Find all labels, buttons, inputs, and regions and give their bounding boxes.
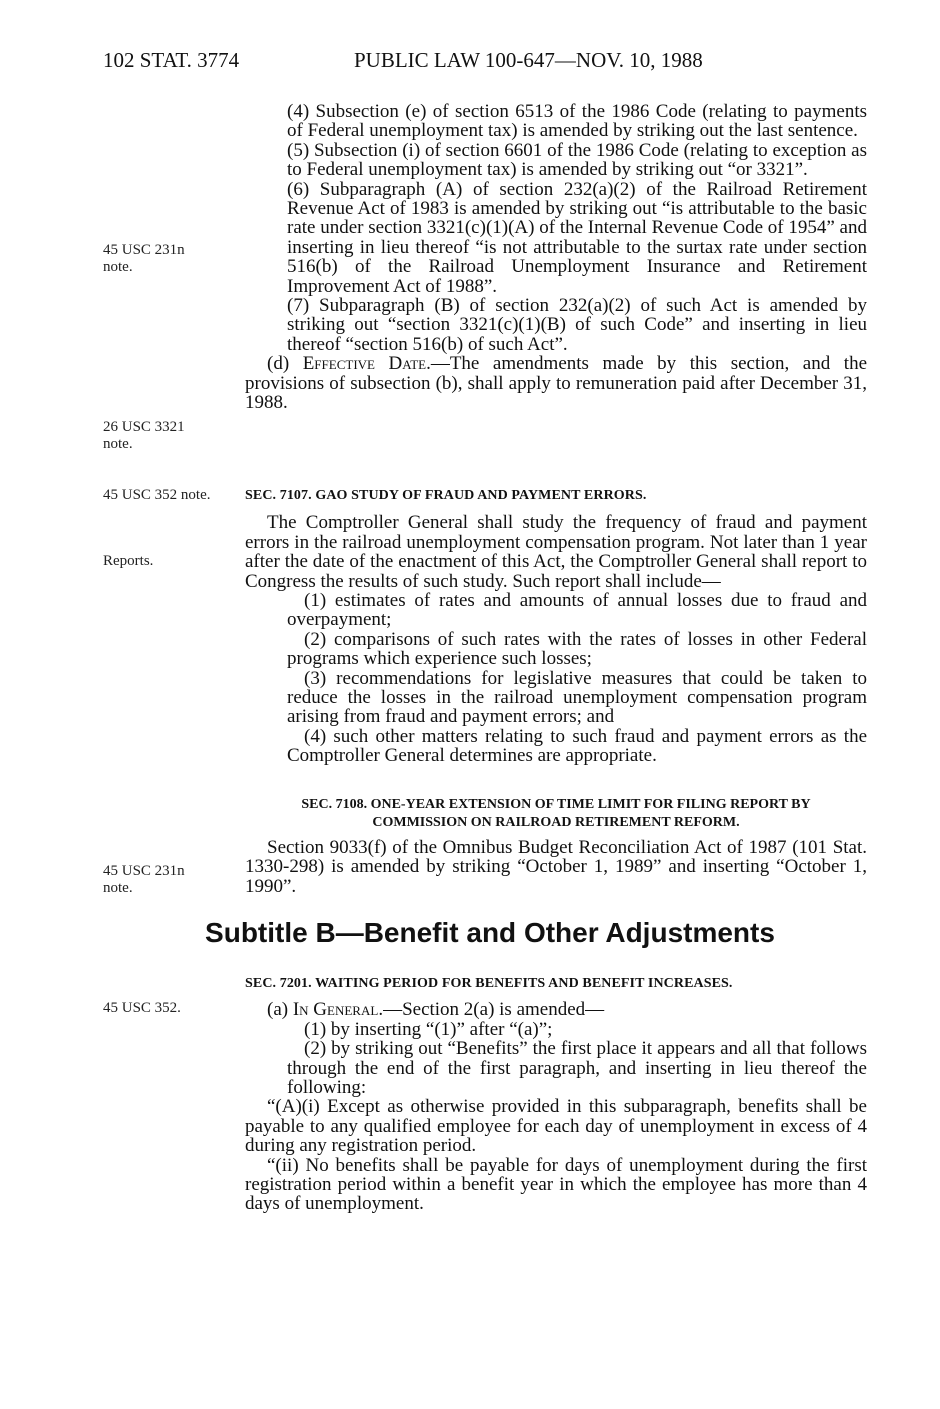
margin-note-45usc352: 45 USC 352.	[103, 1000, 181, 1016]
paragraph-7: (7) Subparagraph (B) of section 232(a)(2) of such Act is amended by striking out “section 3321(c)(1)(B) of such Code” and inserting in lieu thereof “section 516(b) of such Act”.	[287, 295, 867, 355]
margin-note-text: note.	[103, 880, 133, 896]
paragraph-5: (5) Subsection (i) of section 6601 of the 1986 Code (relating to exception as to Federal unemployment tax) is amended by striking out “or 3321”.	[287, 139, 867, 181]
subtitle-heading: Subtitle B—Benefit and Other Adjustments	[205, 917, 775, 948]
margin-note-text: 45 USC 231n	[103, 242, 185, 258]
subsection-text: .—Section 2(a) is amended—	[378, 999, 605, 1021]
margin-note-45usc231n-2	[103, 863, 185, 897]
section-intro: The Comptroller General shall study the frequency of fraud and payment errors in the railroad unemployment compensation program. Not later than 1 year after the date of the enactment of this Act, the Comptroller General shall report to Congress the results of such study. Such report shall include—	[245, 512, 867, 592]
section-7201	[245, 974, 867, 1214]
section-heading-line: COMMISSION ON RAILROAD RETIREMENT REFORM.	[372, 815, 740, 830]
section-7108	[245, 796, 867, 896]
list-item: (1) estimates of rates and amounts of annual losses due to fraud and overpayment;	[287, 590, 867, 631]
section-7107	[245, 486, 867, 766]
margin-note-text: note.	[103, 436, 133, 452]
subsection-a	[245, 1000, 867, 1019]
subsection-caption: In General	[292, 999, 379, 1021]
amendment-paragraphs	[245, 102, 867, 413]
section-heading	[245, 796, 867, 832]
margin-note-text: 45 USC 231n	[103, 863, 185, 879]
section-heading-line: SEC. 7108. ONE-YEAR EXTENSION OF TIME LIMIT FOR FILING REPORT BY	[301, 797, 811, 812]
paragraph-4: (4) Subsection (e) of section 6513 of the 1986 Code (relating to payments of Federal unemployment tax) is amended by striking out the last sentence.	[287, 101, 867, 142]
subsection-caption: Effective Date	[302, 353, 427, 375]
margin-note-text: note.	[103, 259, 133, 275]
subsection-text: .—The amendments made by this section, and the provisions of subsection (b), shall apply to remuneration paid after December 31, 1988.	[245, 353, 867, 414]
subsection-label: (d)	[267, 353, 303, 375]
list-item: (3) recommendations for legislative measures that could be taken to reduce the losses in the railroad unemployment compensation program arising from fraud and payment errors; and	[287, 667, 867, 728]
paragraph-6: (6) Subparagraph (A) of section 232(a)(2) of the Railroad Retirement Revenue Act of 1983 is amended by striking out “is attributable to the basic rate under section 3321(c)(1)(A) of the Internal Revenue Code of 1954” and inserting in lieu thereof “is not attributable to the surtax rate under section 516(b) of the Railroad Unemployment Insurance and Retirement Improvement Act of 1988”.	[287, 178, 867, 297]
margin-note-45usc231n	[103, 242, 185, 276]
section-heading: SEC. 7201. WAITING PERIOD FOR BENEFITS AND BENEFIT INCREASES.	[245, 976, 733, 991]
margin-note-26usc3321	[103, 419, 185, 453]
list-item: (2) comparisons of such rates with the rates of losses in other Federal programs which experience such losses;	[287, 628, 867, 670]
stat-page-number: 102 STAT. 3774	[103, 48, 240, 72]
list-item: (1) by inserting “(1)” after “(a)”;	[304, 1018, 553, 1040]
section-text: Section 9033(f) of the Omnibus Budget Reconciliation Act of 1987 (101 Stat. 1330-298) is amended by striking “October 1, 1989” and inserting “October 1, 1990”.	[245, 837, 867, 897]
margin-note-reports: Reports.	[103, 553, 154, 569]
quoted-text: “(A)(i) Except as otherwise provided in this subparagraph, benefits shall be payable to any qualified employee for each day of unemployment in excess of 4 during any registration period.	[245, 1096, 867, 1157]
margin-note-text: 26 USC 3321	[103, 419, 185, 435]
list-item: (4) such other matters relating to such fraud and payment errors as the Comptroller General determines are appropriate.	[287, 725, 867, 767]
quoted-text: “(ii) No benefits shall be payable for days of unemployment during the first registration period within a benefit year in which the employee has more than 4 days of unemployment.	[245, 1154, 867, 1215]
list-item: (2) by striking out “Benefits” the first place it appears and all that follows through the end of the first paragraph, and inserting in lieu thereof the following:	[287, 1038, 867, 1099]
margin-note-45usc352-note: 45 USC 352 note.	[103, 487, 211, 503]
subsection-d-effective-date	[245, 354, 867, 412]
public-law-title: PUBLIC LAW 100-647—NOV. 10, 1988	[354, 48, 703, 72]
section-heading: SEC. 7107. GAO STUDY OF FRAUD AND PAYMENT ERRORS.	[245, 488, 647, 503]
subsection-label: (a)	[267, 999, 293, 1021]
